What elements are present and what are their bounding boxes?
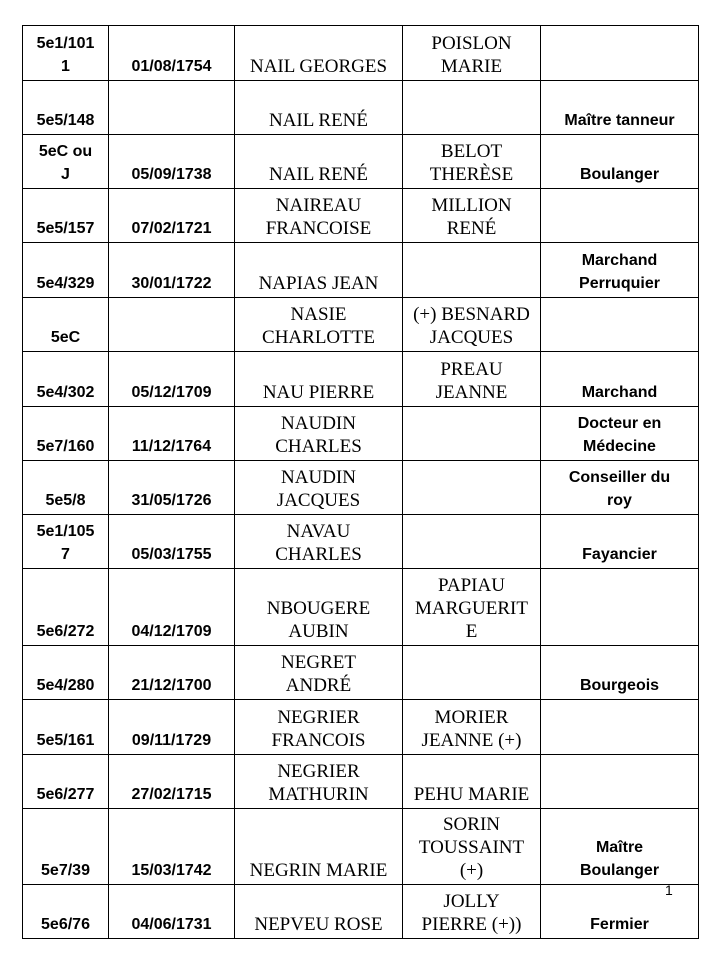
person-name-cell: NBOUGERE AUBIN (235, 569, 403, 646)
occupation-cell: Fermier (541, 885, 699, 939)
occupation-cell (541, 755, 699, 809)
occupation-cell: Boulanger (541, 135, 699, 189)
person-name-cell: NAIL RENÉ (235, 81, 403, 135)
table-row (23, 352, 699, 407)
person-name-cell: NAVAU CHARLES (235, 515, 403, 569)
archive-reference-cell: 5e5/157 (23, 189, 109, 243)
person-name-cell: NAPIAS JEAN (235, 243, 403, 298)
record-date-cell: 31/05/1726 (109, 461, 235, 515)
archive-reference-cell: 5e1/105 7 (23, 515, 109, 569)
record-date-cell (109, 298, 235, 352)
record-date-cell (109, 81, 235, 135)
spouse-name-cell (403, 515, 541, 569)
spouse-name-cell (403, 407, 541, 461)
table-row (23, 26, 699, 81)
person-name-cell: NAIREAU FRANCOISE (235, 189, 403, 243)
occupation-cell: Marchand Perruquier (541, 243, 699, 298)
table-row (23, 461, 699, 515)
table-row (23, 243, 699, 298)
person-name-cell: NEGRIER FRANCOIS (235, 700, 403, 755)
occupation-cell: Maître tanneur (541, 81, 699, 135)
table-row (23, 700, 699, 755)
table-row (23, 885, 699, 939)
archive-reference-cell: 5e6/76 (23, 885, 109, 939)
spouse-name-cell: PEHU MARIE (403, 755, 541, 809)
person-name-cell: NAU PIERRE (235, 352, 403, 407)
person-name-cell: NAIL GEORGES (235, 26, 403, 81)
archive-reference-cell: 5eC (23, 298, 109, 352)
spouse-name-cell: PREAU JEANNE (403, 352, 541, 407)
person-name-cell: NAUDIN CHARLES (235, 407, 403, 461)
spouse-name-cell: PAPIAU MARGUERIT E (403, 569, 541, 646)
record-date-cell: 05/03/1755 (109, 515, 235, 569)
record-date-cell: 21/12/1700 (109, 646, 235, 700)
spouse-name-cell: SORIN TOUSSAINT (+) (403, 809, 541, 885)
spouse-name-cell (403, 81, 541, 135)
spouse-name-cell: MORIER JEANNE (+) (403, 700, 541, 755)
spouse-name-cell (403, 646, 541, 700)
spouse-name-cell (403, 243, 541, 298)
records-table-container (22, 25, 698, 939)
person-name-cell: NEGRIER MATHURIN (235, 755, 403, 809)
record-date-cell: 15/03/1742 (109, 809, 235, 885)
table-row (23, 81, 699, 135)
person-name-cell: NEGRET ANDRÉ (235, 646, 403, 700)
person-name-cell: NEPVEU ROSE (235, 885, 403, 939)
archive-reference-cell: 5e6/277 (23, 755, 109, 809)
spouse-name-cell: (+) BESNARD JACQUES (403, 298, 541, 352)
person-name-cell: NAUDIN JACQUES (235, 461, 403, 515)
spouse-name-cell (403, 461, 541, 515)
record-date-cell: 11/12/1764 (109, 407, 235, 461)
occupation-cell: Marchand (541, 352, 699, 407)
record-date-cell: 04/12/1709 (109, 569, 235, 646)
records-table-body (23, 26, 699, 939)
person-name-cell: NEGRIN MARIE (235, 809, 403, 885)
record-date-cell: 30/01/1722 (109, 243, 235, 298)
records-table (22, 25, 699, 939)
archive-reference-cell: 5e1/101 1 (23, 26, 109, 81)
occupation-cell: Fayancier (541, 515, 699, 569)
table-row (23, 407, 699, 461)
record-date-cell: 27/02/1715 (109, 755, 235, 809)
table-row (23, 135, 699, 189)
occupation-cell: Maître Boulanger (541, 809, 699, 885)
spouse-name-cell: JOLLY PIERRE (+)) (403, 885, 541, 939)
occupation-cell: Bourgeois (541, 646, 699, 700)
archive-reference-cell: 5e4/329 (23, 243, 109, 298)
table-row (23, 298, 699, 352)
occupation-cell (541, 189, 699, 243)
table-row (23, 189, 699, 243)
occupation-cell (541, 569, 699, 646)
table-row (23, 646, 699, 700)
archive-reference-cell: 5e6/272 (23, 569, 109, 646)
spouse-name-cell: BELOT THERÈSE (403, 135, 541, 189)
record-date-cell: 01/08/1754 (109, 26, 235, 81)
archive-reference-cell: 5e4/280 (23, 646, 109, 700)
person-name-cell: NAIL RENÉ (235, 135, 403, 189)
archive-reference-cell: 5e4/302 (23, 352, 109, 407)
occupation-cell (541, 700, 699, 755)
archive-reference-cell: 5e5/161 (23, 700, 109, 755)
occupation-cell: Conseiller du roy (541, 461, 699, 515)
record-date-cell: 04/06/1731 (109, 885, 235, 939)
table-row (23, 569, 699, 646)
record-date-cell: 07/02/1721 (109, 189, 235, 243)
record-date-cell: 05/12/1709 (109, 352, 235, 407)
spouse-name-cell: MILLION RENÉ (403, 189, 541, 243)
table-row (23, 755, 699, 809)
archive-reference-cell: 5e7/39 (23, 809, 109, 885)
record-date-cell: 05/09/1738 (109, 135, 235, 189)
person-name-cell: NASIE CHARLOTTE (235, 298, 403, 352)
record-date-cell: 09/11/1729 (109, 700, 235, 755)
spouse-name-cell: POISLON MARIE (403, 26, 541, 81)
archive-reference-cell: 5eC ou J (23, 135, 109, 189)
table-row (23, 809, 699, 885)
occupation-cell (541, 298, 699, 352)
archive-reference-cell: 5e7/160 (23, 407, 109, 461)
archive-reference-cell: 5e5/148 (23, 81, 109, 135)
occupation-cell (541, 26, 699, 81)
occupation-cell: Docteur en Médecine (541, 407, 699, 461)
archive-reference-cell: 5e5/8 (23, 461, 109, 515)
page-number: 1 (665, 882, 673, 898)
table-row (23, 515, 699, 569)
